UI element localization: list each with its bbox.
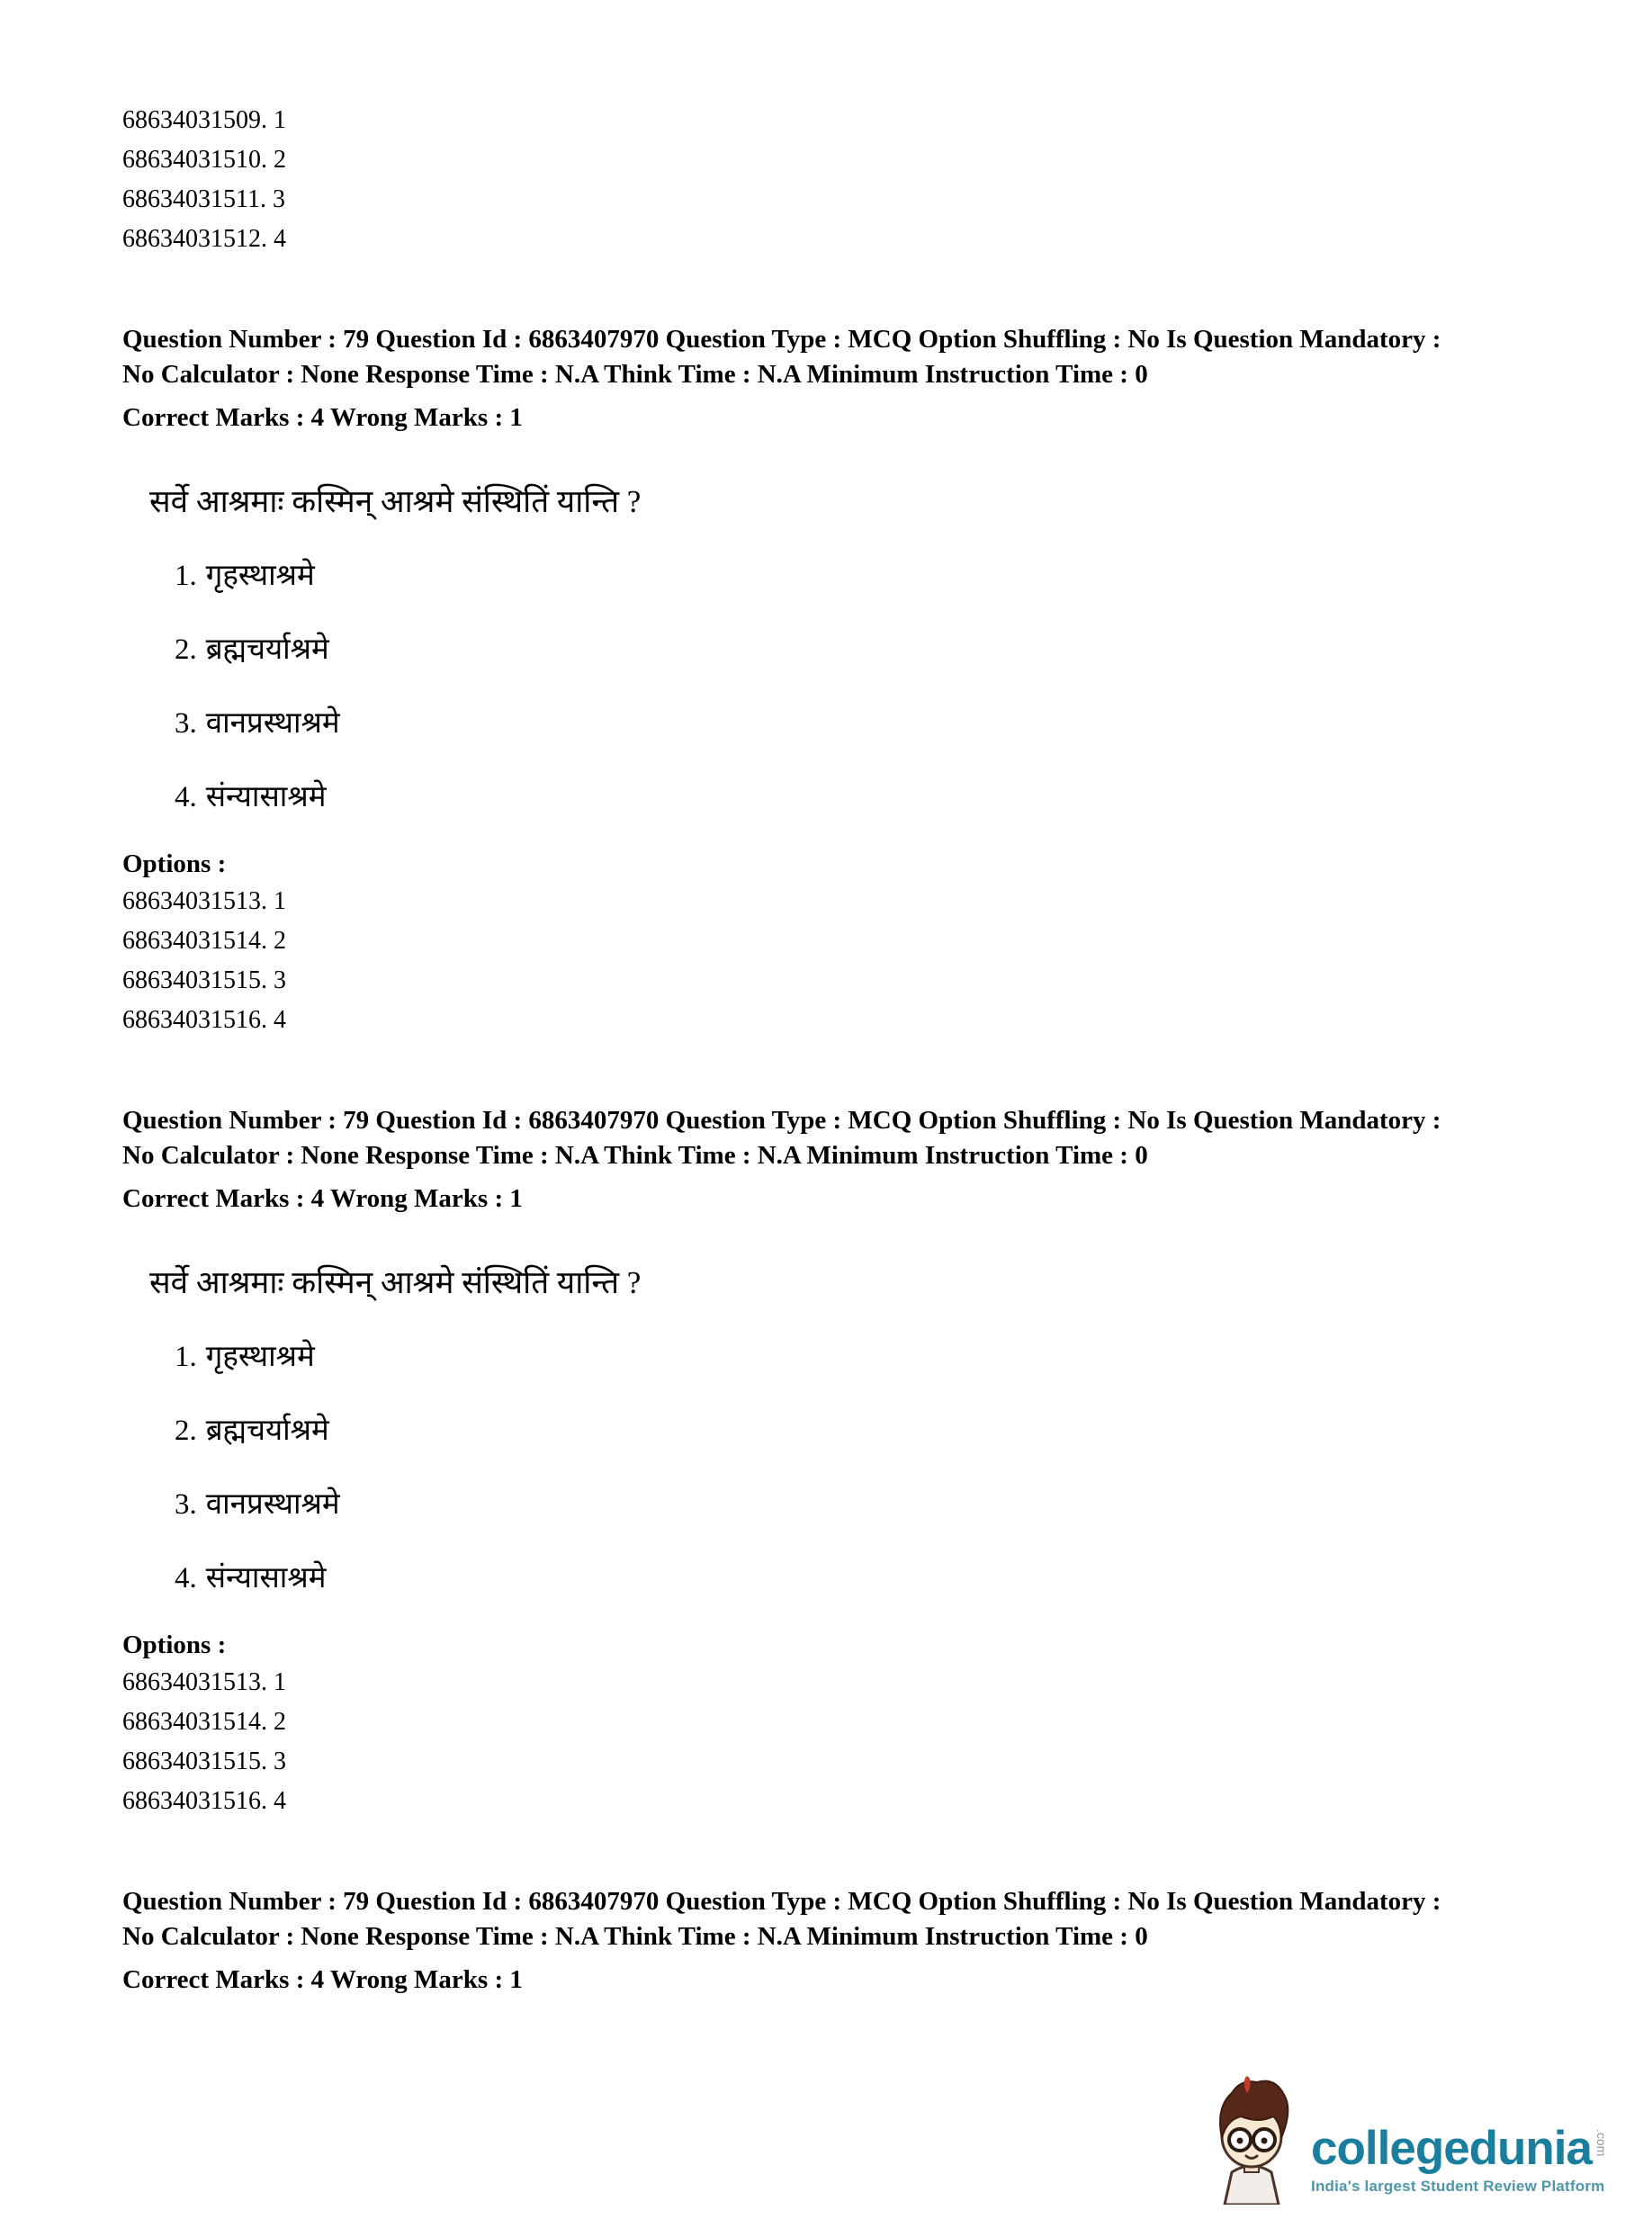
option-id-line: 68634031510. 2 (122, 146, 286, 174)
choice-text: ब्रह्मचर्याश्रमे (205, 633, 329, 666)
choice-item-4 (175, 776, 1598, 819)
choice-number: 1. (175, 1341, 197, 1373)
question-metadata-line-2: No Calculator : None Response Time : N.A Think Time : N.A Minimum Instruction Time : 0 (122, 360, 1148, 389)
choice-text: ब्रह्मचर्याश्रमे (205, 1415, 329, 1447)
option-id-line: 68634031511. 3 (122, 185, 285, 213)
choice-item-4 (175, 1557, 1598, 1600)
choice-text: वानप्रस्थाश्रमे (205, 1488, 340, 1521)
choice-item-3 (175, 1483, 1598, 1526)
choice-number: 3. (175, 1488, 197, 1521)
choice-number: 4. (175, 781, 197, 813)
question-block-3 (122, 1884, 1598, 1998)
brand-tagline: India's largest Student Review Platform (1311, 2178, 1605, 2195)
choice-number: 1. (175, 560, 197, 592)
choice-item-1 (175, 1335, 1598, 1379)
choice-number: 2. (175, 1415, 197, 1447)
option-id-line: 68634031509. 1 (122, 106, 286, 134)
question-metadata-line-1: Question Number : 79 Question Id : 6863407970 Question Type : MCQ Option Shuffling : No Is Question Mandatory : (122, 1106, 1441, 1135)
option-id-line: 68634031514. 2 (122, 1708, 286, 1736)
option-id-line: 68634031513. 1 (122, 887, 286, 915)
choice-item-2 (175, 1409, 1598, 1452)
question-metadata-line-1: Question Number : 79 Question Id : 6863407970 Question Type : MCQ Option Shuffling : No Is Question Mandatory : (122, 1887, 1441, 1916)
choice-item-1 (175, 554, 1598, 597)
choice-item-3 (175, 702, 1598, 745)
options-label: Options : (122, 849, 227, 878)
choice-number: 2. (175, 633, 197, 666)
option-id-line: 68634031516. 4 (122, 1787, 286, 1815)
question-marks-line: Correct Marks : 4 Wrong Marks : 1 (122, 1965, 523, 1994)
question-metadata (122, 1103, 1562, 1173)
choice-number: 4. (175, 1562, 197, 1595)
question-text: सर्वे आश्रमाः कस्मिन् आश्रमे संस्थितिं यान्ति ? (149, 484, 642, 519)
question-marks-line: Correct Marks : 4 Wrong Marks : 1 (122, 1184, 523, 1213)
choice-text: संन्यासाश्रमे (205, 1562, 327, 1595)
question-marks-line: Correct Marks : 4 Wrong Marks : 1 (122, 403, 523, 432)
collegedunia-logo (1205, 2071, 1609, 2205)
question-block-1 (122, 322, 1598, 1040)
choice-item-2 (175, 628, 1598, 671)
option-id-line: 68634031512. 4 (122, 225, 286, 253)
question-block-2 (122, 1103, 1598, 1821)
choice-text: संन्यासाश्रमे (205, 781, 327, 813)
option-id-line: 68634031515. 3 (122, 966, 286, 994)
option-id-list (122, 882, 1598, 1040)
options-label: Options : (122, 1631, 227, 1659)
option-id-line: 68634031513. 1 (122, 1668, 286, 1696)
brand-name: collegedunia (1311, 2122, 1592, 2175)
option-id-line: 68634031515. 3 (122, 1747, 286, 1775)
option-id-line: 68634031516. 4 (122, 1006, 286, 1034)
question-metadata (122, 322, 1562, 392)
collegedunia-logo-text (1311, 2124, 1609, 2205)
question-metadata (122, 1884, 1562, 1954)
choice-text: वानप्रस्थाश्रमे (205, 707, 340, 740)
collegedunia-mascot-icon (1205, 2071, 1298, 2205)
brand-domain: .com (1594, 2129, 1609, 2157)
choice-text: गृहस्थाश्रमे (205, 1341, 315, 1373)
question-text: सर्वे आश्रमाः कस्मिन् आश्रमे संस्थितिं यान्ति ? (149, 1265, 642, 1300)
option-id-line: 68634031514. 2 (122, 927, 286, 955)
question-metadata-line-1: Question Number : 79 Question Id : 6863407970 Question Type : MCQ Option Shuffling : No Is Question Mandatory : (122, 325, 1441, 354)
previous-question-option-ids (122, 101, 1598, 259)
option-id-list (122, 1663, 1598, 1821)
question-metadata-line-2: No Calculator : None Response Time : N.A Think Time : N.A Minimum Instruction Time : 0 (122, 1922, 1148, 1951)
choice-text: गृहस्थाश्रमे (205, 560, 315, 592)
question-metadata-line-2: No Calculator : None Response Time : N.A Think Time : N.A Minimum Instruction Time : 0 (122, 1141, 1148, 1170)
choice-number: 3. (175, 707, 197, 740)
